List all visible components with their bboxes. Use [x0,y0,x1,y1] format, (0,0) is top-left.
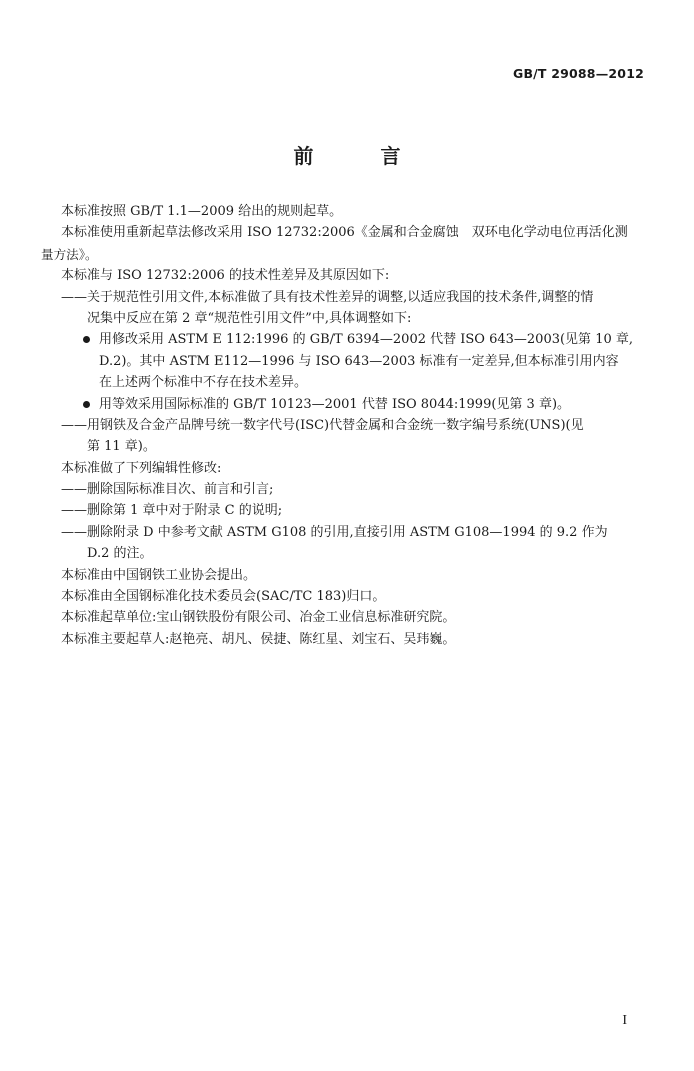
dash-item-line: ——删除附录 D 中参考文献 ASTM G108 的引用,直接引用 ASTM G108—1994 的 9.2 作为 [61,524,608,540]
paragraph-line: 本标准按照 GB/T 1.1—2009 给出的规则起草。 [61,204,343,219]
paragraph-line: 本标准做了下列编辑性修改: [61,460,222,476]
preface-body [41,201,647,650]
dash-item-line: ——关于规范性引用文件,本标准做了具有技术性差异的调整,以适应我国的技术条件,调整的情 [61,289,594,305]
paragraph-line: 量方法》。 [41,246,98,262]
paragraph-line: 本标准由全国钢标准化技术委员会(SAC/TC 183)归口。 [61,589,386,605]
bullet-icon [83,336,90,343]
paragraph-line: 本标准主要起草人:赵艳亮、胡凡、侯捷、陈红星、刘宝石、吴玮巍。 [61,631,456,647]
dash-item-line: ——删除第 1 章中对于附录 C 的说明; [61,503,283,519]
standard-code: GB/T 29088—2012 [512,66,644,81]
dash-item-line: 第 11 章)。 [87,439,156,455]
bullet-item-line: D.2)。其中 ASTM E112—1996 与 ISO 643—2003 标准有一定差异,但本标准引用内容 [99,353,619,369]
paragraph-line: 本标准使用重新起草法修改采用 ISO 12732:2006《金属和合金腐蚀 双环电化学动电位再活化测 [61,225,628,241]
dash-item-line: D.2 的注。 [87,546,153,562]
paragraph-line: 本标准与 ISO 12732:2006 的技术性差异及其原因如下: [61,268,390,284]
bullet-item-line: 在上述两个标准中不存在技术差异。 [99,375,308,391]
paragraph-line: 本标准由中国钢铁工业协会提出。 [61,567,257,583]
page-title: 前 言 [293,144,431,168]
dash-item-line: ——用钢铁及合金产品牌号统一数字代号(ISC)代替金属和合金统一数字编号系统(UNS)(见 [61,417,584,433]
bullet-item [61,329,647,350]
dash-item-line: ——删除国际标准目次、前言和引言; [61,482,274,498]
dash-item-line: 况集中反应在第 2 章“规范性引用文件”中,具体调整如下: [87,310,412,326]
bullet-icon [83,401,90,408]
bullet-item-text: 用修改采用 ASTM E 112:1996 的 GB/T 6394—2002 代替 ISO 643—2003(见第 10 章, [99,332,633,348]
paragraph-line: 本标准起草单位:宝山钢铁股份有限公司、冶金工业信息标准研究院。 [61,610,456,626]
bullet-item-text: 用等效采用国际标准的 GB/T 10123—2001 代替 ISO 8044:1999(见第 3 章)。 [99,396,571,412]
page-number: I [622,1013,627,1028]
bullet-item [61,394,647,415]
